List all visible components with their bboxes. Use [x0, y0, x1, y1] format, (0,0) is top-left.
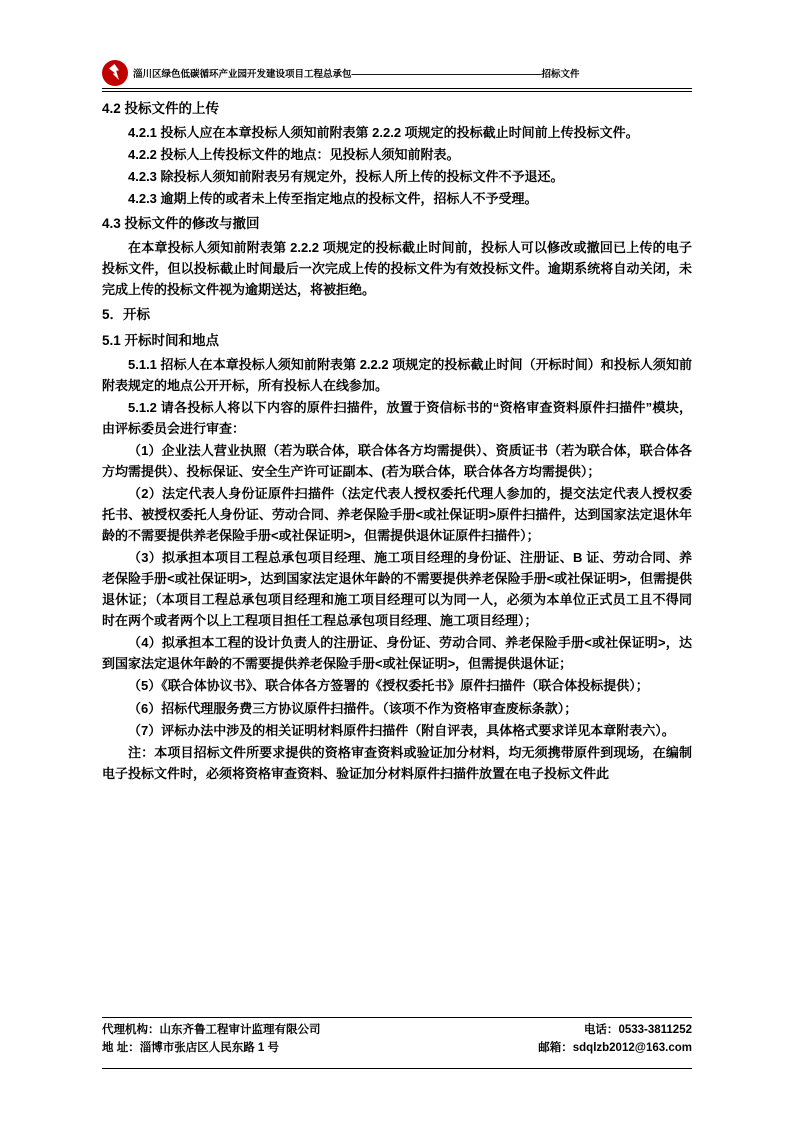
paragraph: 注：本项目招标文件所要求提供的资格审查资料或验证加分材料，均无须携带原件到现场，在编制电子投标文件时，必须将资格审查资料、验证加分材料原件扫描件放置在电子投标文件此 [102, 744, 692, 781]
paragraph: 4.2.1 投标人应在本章投标人须知前附表第 2.2.2 项规定的投标截止时间前上传投标文件。 [128, 124, 639, 140]
footer-divider-bottom [102, 1068, 692, 1069]
page-header [102, 58, 692, 88]
footer-row-address [102, 1040, 692, 1058]
paragraph: （4）拟承担本工程的设计负责人的注册证、身份证、劳动合同、养老保险手册<或社保证明>，达到国家法定退休年龄的不需要提供养老保险手册<或社保证明>，但需提供退休证； [102, 635, 692, 672]
section-heading: 5．开标 [102, 307, 151, 323]
section-heading: 5.1 开标时间和地点 [102, 332, 220, 348]
paragraph: （3）拟承担本项目工程总承包项目经理、施工项目经理的身份证、注册证、B 证、劳动合同、养老保险手册<或社保证明>，达到国家法定退休年龄的不需要提供养老保险手册<或社保证明>，但需提供退休证；（本项目工程总承包项目经理和施工项目经理可以为同一人，必须为本单位正式员工且不得同时在两个或者两个以上工程项目担任工程总承包项目经理、施工项目经理）； [102, 550, 692, 629]
footer-agency-label: 代理机构： [102, 1024, 160, 1036]
paragraph: 4.2.2 投标人上传投标文件的地点：见投标人须知前附表。 [128, 146, 460, 162]
footer-row-agency [102, 1022, 692, 1040]
document-body [102, 98, 692, 785]
footer-phone [584, 1022, 692, 1040]
header-divider-top [102, 88, 692, 89]
footer-email-label: 邮箱： [538, 1041, 573, 1054]
paragraph: （1）企业法人营业执照（若为联合体，联合体各方均需提供）、资质证书（若为联合体，联合体各方均需提供）、投标保证、安全生产许可证副本、(若为联合体，联合体各方均需提供）； [102, 442, 692, 479]
footer-address [102, 1040, 279, 1058]
footer-agency-value: 山东齐鲁工程审计监理有限公司 [159, 1024, 321, 1036]
paragraph: 4.2.3 除投标人须知前附表另有规定外，投标人所上传的投标文件不予退还。 [128, 168, 564, 184]
footer-phone-value: 0533-3811252 [618, 1024, 692, 1036]
paragraph: （5）《联合体协议书》、联合体各方签署的《授权委托书》原件扫描件（联合体投标提供）； [128, 678, 649, 694]
paragraph: 在本章投标人须知前附表第 2.2.2 项规定的投标截止时间前，投标人可以修改或撤回已上传的电子投标文件，但以投标截止时间最后一次完成上传的投标文件为有效投标文件。逾期系统将自动关闭，未完成上传的投标文件视为逾期送达，将被拒绝。 [102, 239, 692, 297]
paragraph: （7）评标办法中涉及的相关证明材料原件扫描件（附自评表，具体格式要求详见本章附表六）。 [128, 722, 675, 738]
paragraph: 4.2.3 逾期上传的或者未上传至指定地点的投标文件，招标人不予受理。 [128, 191, 538, 206]
footer-address-value: 淄博市张店区人民东路 1 号 [139, 1041, 279, 1054]
company-flame-logo-icon [102, 60, 128, 86]
paragraph: 5.1.1 招标人在本章投标人须知前附表第 2.2.2 项规定的投标截止时间（开标时间）和投标人须知前附表规定的地点公开开标，所有投标人在线参加。 [102, 356, 692, 393]
footer-email [538, 1040, 692, 1058]
paragraph: 5.1.2 请各投标人将以下内容的原件扫描件，放置于资信标书的“资格审查资料原件扫描件”模块，由评标委员会进行审查： [102, 399, 692, 436]
footer-agency [102, 1022, 321, 1040]
paragraph: （6）招标代理服务费三方协议原件扫描件。（该项不作为资格审查废标条款）； [128, 700, 578, 716]
header-title: 淄川区绿色低碳循环产业园开发建设项目工程总承包————————————————————招标文件 [133, 69, 580, 80]
footer-phone-label: 电话： [583, 1024, 619, 1036]
footer-address-label: 地 址： [102, 1041, 140, 1054]
footer-email-value: sdqlzb2012@163.com [572, 1041, 692, 1054]
header-divider-bottom [102, 91, 692, 92]
section-heading: 4.3 投标文件的修改与撤回 [102, 216, 260, 232]
page-footer [102, 1022, 692, 1058]
paragraph: （2）法定代表人身份证原件扫描件（法定代表人授权委托代理人参加的，提交法定代表人授权委托书、被授权委托人身份证、劳动合同、养老保险手册<或社保证明>原件扫描件，达到国家法定退休年龄的不需要提供养老保险手册<或社保证明>，但需提供退休证原件扫描件）； [102, 486, 692, 544]
section-heading: 4.2 投标文件的上传 [102, 101, 220, 116]
footer-divider-top [102, 1017, 692, 1018]
